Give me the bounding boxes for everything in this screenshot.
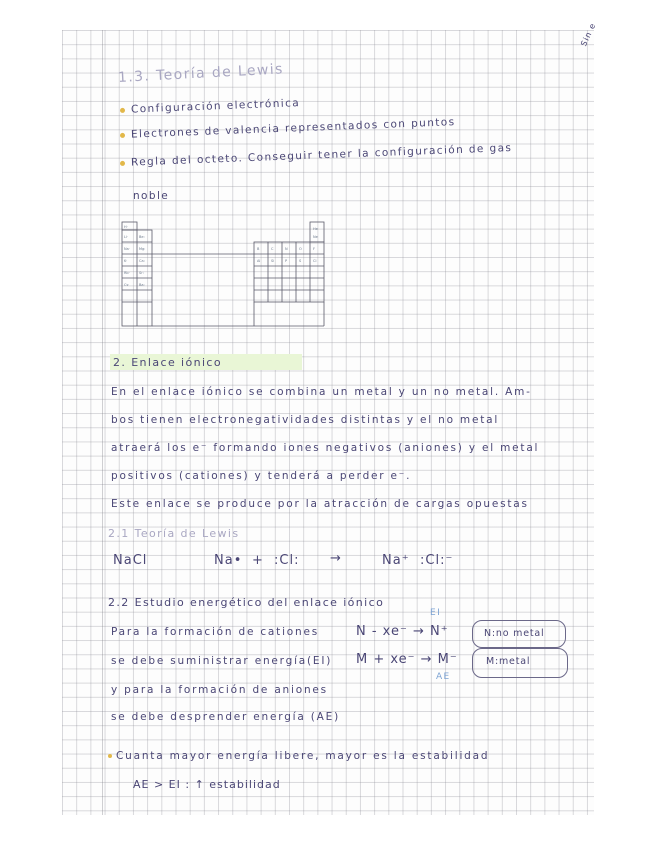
svg-text:Cs·: Cs·: [124, 283, 130, 287]
svg-text:Si: Si: [271, 259, 275, 263]
svg-text:P: P: [285, 259, 288, 263]
svg-text:Na·: Na·: [124, 247, 130, 251]
svg-text:Ne: Ne: [313, 235, 318, 239]
energy-line-2: se debe suministrar energía(EI): [111, 655, 333, 667]
svg-text:H·: H·: [124, 225, 128, 229]
equation-anion: M + xe⁻ → M⁻: [356, 652, 458, 667]
energy-line-3: y para la formación de aniones: [111, 684, 328, 696]
formula-cl: :Cl:: [274, 553, 300, 568]
svg-text:Al: Al: [257, 259, 261, 263]
svg-text:Sr:: Sr:: [139, 271, 144, 275]
svg-text:Ca:: Ca:: [139, 259, 145, 263]
paragraph-line-5: Este enlace se produce por la atracción de cargas opuestas: [111, 498, 529, 510]
stability-bullet: [108, 750, 489, 762]
formula-arrow: →: [330, 551, 342, 566]
corner-note: Sin e: [579, 21, 598, 48]
periodic-table-sketch: [118, 218, 334, 330]
svg-text:O: O: [299, 247, 302, 251]
stability-bullet-text: Cuanta mayor energía libere, mayor es la estabilidad: [116, 750, 490, 762]
legend-metal: M:metal: [486, 656, 531, 667]
label-ei: EI: [430, 608, 442, 618]
formula-na-dot: Na•: [214, 553, 243, 568]
svg-text:S: S: [299, 259, 302, 263]
svg-text:Cl: Cl: [313, 259, 317, 263]
legend-nonmetal: N:no metal: [484, 628, 545, 639]
bullet-dot: [108, 754, 112, 758]
bullet-2-text: Electrones de valencia representados con puntos: [130, 116, 456, 141]
energy-line-4: se debe desprender energía (AE): [111, 711, 340, 723]
svg-text:C: C: [271, 247, 274, 251]
label-ae: AE: [436, 672, 451, 682]
bullet-3-continuation: noble: [133, 190, 170, 202]
formula-plus: +: [252, 553, 264, 568]
svg-text:Ba:: Ba:: [139, 283, 145, 287]
section-22-title: 2.2 Estudio energético del enlace iónico: [108, 596, 385, 609]
bullet-1-text: Configuración electrónica: [130, 97, 301, 116]
section-2-title: 2. Enlace iónico: [113, 356, 223, 369]
energy-line-1: Para la formación de cationes: [111, 626, 320, 638]
svg-text:Rb·: Rb·: [124, 271, 130, 275]
svg-text:Be:: Be:: [139, 235, 145, 239]
svg-text:N: N: [285, 247, 288, 251]
formula-na-plus: Na⁺: [382, 553, 410, 568]
svg-text:K·: K·: [124, 259, 128, 263]
margin-line: [102, 30, 103, 815]
svg-text:F: F: [313, 247, 316, 251]
svg-text:B: B: [257, 247, 260, 251]
equation-cation: N - xe⁻ → N⁺: [356, 624, 449, 639]
bullet-dot: [120, 132, 125, 137]
bullet-dot: [120, 107, 125, 112]
paragraph-line-1: En el enlace iónico se combina un metal y un no metal. Am-: [111, 386, 532, 398]
bullet-dot: [120, 160, 125, 165]
svg-text:Mg:: Mg:: [139, 247, 146, 251]
formula-nacl: NaCl: [113, 553, 148, 568]
bullet-3-text: Regla del octeto. Conseguir tener la configuración de gas: [130, 141, 513, 169]
paragraph-line-3: atraerá los e⁻ formando iones negativos (aniones) y el metal: [111, 442, 540, 454]
stability-conclusion: AE > EI : ↑ estabilidad: [133, 778, 281, 791]
paragraph-line-4: positivos (cationes) y tenderá a perder e⁻.: [111, 470, 412, 482]
paragraph-line-2: bos tienen electronegatividades distintas y el no metal: [111, 414, 500, 426]
svg-text:He: He: [313, 227, 318, 231]
section-13-title: 1.3. Teoría de Lewis: [117, 61, 285, 86]
section-21-title: 2.1 Teoría de Lewis: [108, 527, 240, 540]
svg-text:Li·: Li·: [124, 235, 129, 239]
formula-cl-minus: :Cl:⁻: [420, 553, 454, 568]
